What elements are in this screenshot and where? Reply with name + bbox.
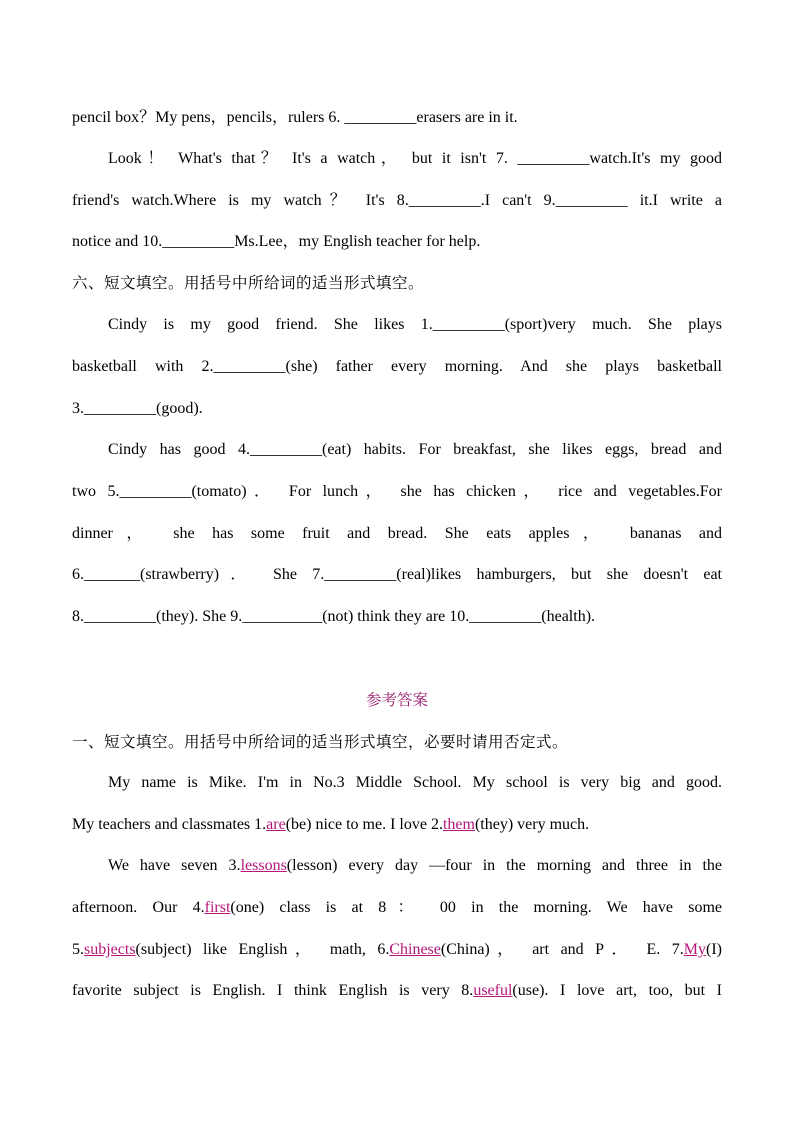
passage-line: two 5._________(tomato)． For lunch， she has chicken， rice and vegetables.For: [72, 483, 722, 500]
answer-line: [72, 980, 722, 1002]
answer-text: (lesson) every day —four in the morning and three in the: [286, 857, 722, 874]
answer-text: favorite subject is English. I think English is very 8.: [72, 982, 474, 999]
answer-text: (they) very much.: [474, 816, 590, 833]
answer-text: My teachers and classmates 1.: [72, 816, 267, 833]
answer-text: (I): [706, 941, 722, 958]
answer-fill: are: [266, 816, 286, 833]
answer-fill: useful: [473, 982, 513, 999]
answer-fill: My: [683, 941, 707, 958]
answer-text: (subject) like English， math, 6.: [135, 941, 390, 958]
passage-line: 8._________(they). She 9.__________(not) think they are 10._________(health).: [72, 608, 596, 625]
answer-line: [72, 814, 722, 836]
section-1-heading: 一、短文填空。用括号中所给词的适当形式填空，必要时请用否定式。: [72, 733, 569, 751]
answer-text: (use). I love art, too, but I: [512, 982, 723, 999]
answer-fill: subjects: [84, 941, 136, 958]
question-line: pencil box？My pens，pencils，rulers 6. _________erasers are in it.: [72, 109, 518, 126]
answer-text: We have seven 3.: [108, 857, 241, 874]
answer-line: My name is Mike. I'm in No.3 Middle School. My school is very big and good.: [108, 774, 722, 791]
answer-fill: lessons: [240, 857, 287, 874]
answer-key-title: 参考答案: [365, 691, 428, 709]
question-line: Look！ What's that？ It's a watch， but it isn't 7. _________watch.It's my good: [108, 150, 722, 167]
answer-fill: Chinese: [389, 941, 441, 958]
answer-line: [72, 897, 722, 919]
passage-line: dinner， she has some fruit and bread. She eats apples， bananas and: [72, 525, 722, 542]
section-6-heading: 六、短文填空。用括号中所给词的适当形式填空。: [72, 274, 425, 292]
passage-line: 3._________(good).: [72, 400, 203, 417]
answer-text: (be) nice to me. I love 2.: [285, 816, 443, 833]
answer-fill: them: [442, 816, 475, 833]
passage-line: 6._______(strawberry)． She 7._________(real)likes hamburgers, but she doesn't eat: [72, 566, 722, 583]
answer-fill: first: [204, 899, 231, 916]
passage-line: Cindy is my good friend. She likes 1._________(sport)very much. She plays: [108, 316, 722, 333]
passage-line: basketball with 2._________(she) father every morning. And she plays basketball: [72, 358, 722, 375]
question-line: notice and 10._________Ms.Lee，my English teacher for help.: [72, 233, 481, 250]
passage-line: Cindy has good 4._________(eat) habits. For breakfast, she likes eggs, bread and: [108, 441, 722, 458]
answer-line: [108, 855, 722, 877]
answer-text: 5.: [72, 941, 84, 958]
answer-text: (one) class is at 8： 00 in the morning. We have some: [230, 899, 722, 916]
answer-line: [72, 939, 722, 961]
answer-text: (China)， art and P． E. 7.: [440, 941, 684, 958]
question-line: friend's watch.Where is my watch？ It's 8._________.I can't 9._________ it.I write a: [72, 192, 722, 209]
answer-text: afternoon. Our 4.: [72, 899, 205, 916]
